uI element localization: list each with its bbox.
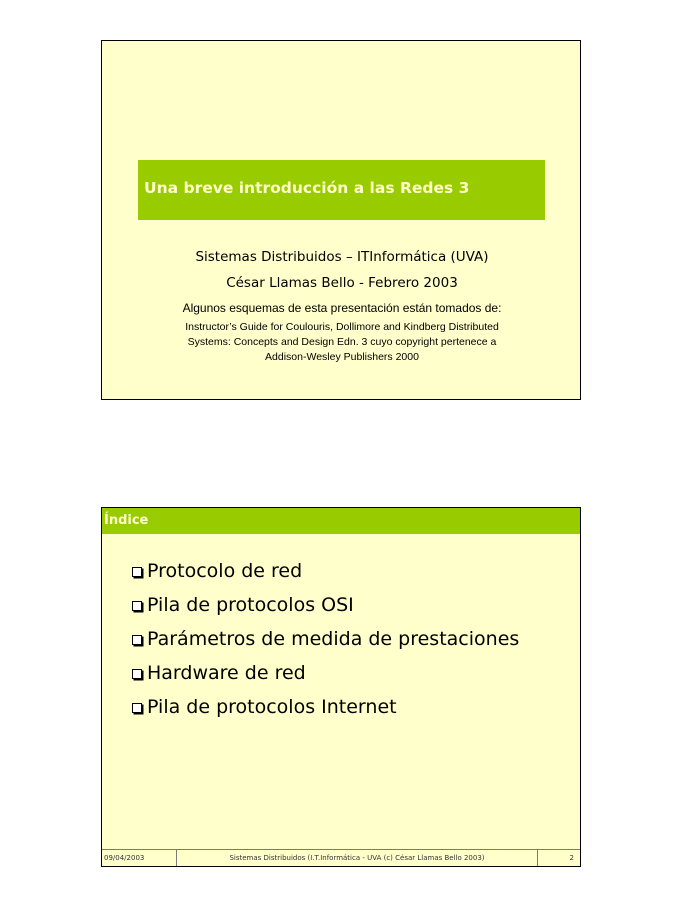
page-number: 2 [537, 850, 580, 866]
credits-block [142, 320, 542, 365]
slide-title: Una breve introducción a las Redes 3 [144, 179, 470, 197]
sources-intro: Algunos esquemas de esta presentación están tomados de: [182, 301, 502, 315]
slide-header-bar [102, 508, 580, 534]
slide-footer [102, 849, 580, 866]
slide-header: Índice [104, 513, 149, 528]
index-slide [101, 507, 581, 867]
agenda-item-label: Parámetros de medida de prestaciones [147, 628, 520, 650]
agenda-item-label: Pila de protocolos OSI [147, 594, 354, 616]
checkbox-square-icon [132, 567, 142, 577]
agenda-list [132, 554, 519, 724]
checkbox-square-icon [132, 669, 142, 679]
agenda-item [132, 656, 519, 690]
author-line: César Llamas Bello - Febrero 2003 [226, 275, 458, 291]
agenda-item [132, 588, 519, 622]
course-subtitle: Sistemas Distribuidos – ITInformática (UVA) [195, 249, 489, 265]
credits-line: Addison-Wesley Publishers 2000 [265, 351, 419, 363]
credits-line: Instructor’s Guide for Coulouris, Dollimore and Kindberg Distributed [185, 321, 499, 333]
agenda-item-label: Pila de protocolos Internet [147, 696, 397, 718]
checkbox-square-icon [132, 601, 142, 611]
agenda-item-label: Protocolo de red [147, 560, 303, 582]
footer-copyright: Sistemas Distribuidos (I.T.Informática - UVA (c) César Llamas Bello 2003) [229, 854, 485, 862]
agenda-item [132, 554, 519, 588]
footer-date: 09/04/2003 [102, 850, 177, 866]
title-slide [101, 40, 581, 400]
checkbox-square-icon [132, 635, 142, 645]
agenda-item-label: Hardware de red [147, 662, 306, 684]
agenda-item [132, 690, 519, 724]
checkbox-square-icon [132, 703, 142, 713]
agenda-item [132, 622, 519, 656]
title-banner [138, 160, 545, 220]
credits-line: Systems: Concepts and Design Edn. 3 cuyo copyright pertenece a [187, 336, 497, 348]
